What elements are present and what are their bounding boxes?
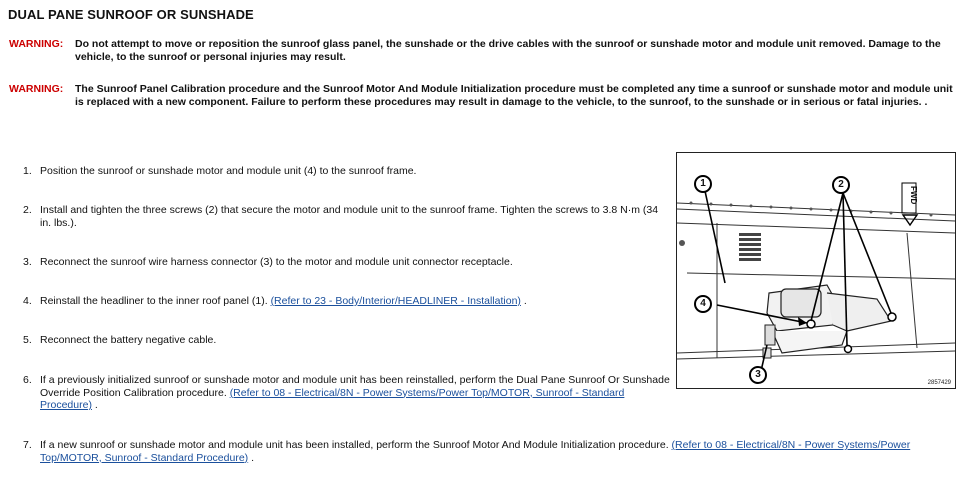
warning-label: WARNING: bbox=[9, 83, 64, 95]
step-number: 2. bbox=[23, 204, 32, 216]
warning-1 bbox=[9, 38, 957, 64]
step-number: 6. bbox=[23, 374, 32, 386]
headliner-installation-link[interactable]: (Refer to 23 - Body/Interior/HEADLINER - Installation) bbox=[270, 295, 521, 307]
step-text: Reconnect the sunroof wire harness connector (3) to the motor and module unit connector receptacle. bbox=[40, 256, 513, 268]
step-1 bbox=[23, 165, 663, 178]
forward-arrow-icon bbox=[903, 215, 917, 225]
warning-text: The Sunroof Panel Calibration procedure and the Sunroof Motor And Module Initialization procedure must be completed any time a sunroof or sunshade motor and module unit is replaced with a new component. Failure to perform these procedures may result in damage to the vehicle, to the sunroof, to the sunshade or in serious or fatal injuries. . bbox=[75, 83, 953, 108]
step-text: Reinstall the headliner to the inner roof panel (1). (Refer to 23 - Body/Interior/HEADLINER - Installation) . bbox=[40, 295, 527, 307]
callout-2: 2 bbox=[832, 176, 850, 194]
callout-4: 4 bbox=[694, 295, 712, 313]
step-number: 7. bbox=[23, 439, 32, 451]
step-4 bbox=[23, 295, 663, 308]
step-text: If a new sunroof or sunshade motor and module unit has been installed, perform the Sunroof Motor And Module Initialization procedure. (Refer to 08 - Electrical/8N - Power Systems/Power Top/MOTOR, Sunroof - Standard Procedure) . bbox=[40, 439, 911, 464]
step-number: 3. bbox=[23, 256, 32, 268]
callout-1: 1 bbox=[694, 175, 712, 193]
step-text: Install and tighten the three screws (2) that secure the motor and module unit to the sunroof frame. Tighten the screws to 3.8 N·m (34 in. lbs.). bbox=[40, 204, 659, 229]
step-text: Reconnect the battery negative cable. bbox=[40, 334, 217, 346]
figure-id: 2857429 bbox=[927, 380, 951, 386]
step-number: 1. bbox=[23, 165, 32, 177]
step-2 bbox=[23, 204, 663, 229]
page-title: DUAL PANE SUNROOF OR SUNSHADE bbox=[8, 7, 254, 22]
step-7 bbox=[23, 439, 923, 464]
step-3 bbox=[23, 256, 663, 269]
step-text: Position the sunroof or sunshade motor and module unit (4) to the sunroof frame. bbox=[40, 165, 417, 177]
sunroof-motor-procedure-link[interactable]: (Refer to 08 - Electrical/8N - Power Systems/Power Top/MOTOR, Sunroof - Standard Procedure) bbox=[40, 386, 625, 411]
step-number: 5. bbox=[23, 334, 32, 346]
warning-label: WARNING: bbox=[9, 38, 64, 50]
step-number: 4. bbox=[23, 295, 32, 307]
sunroof-motor-figure bbox=[676, 152, 956, 389]
fwd-label: FWD bbox=[909, 186, 918, 205]
callout-3: 3 bbox=[749, 366, 767, 384]
step-6 bbox=[23, 374, 673, 412]
step-text: If a previously initialized sunroof or sunshade motor and module unit has been reinstalled, perform the Dual Pane Sunroof Or Sunshade Override Position Calibration procedure. (Refer to 08 - Electrical/8N - Power Systems/Power Top/MOTOR, Sunroof - Standard Procedure) . bbox=[40, 374, 670, 411]
sunroof-motor-procedure-link[interactable]: (Refer to 08 - Electrical/8N - Power Systems/Power Top/MOTOR, Sunroof - Standard Procedure) bbox=[40, 439, 911, 464]
warning-2 bbox=[9, 83, 957, 109]
step-5 bbox=[23, 334, 663, 347]
warning-text: Do not attempt to move or reposition the sunroof glass panel, the sunshade or the drive cables with the sunroof or sunshade motor and module unit removed. Damage to the vehicle, to the sunroof or personal injuries may result. bbox=[75, 38, 941, 63]
